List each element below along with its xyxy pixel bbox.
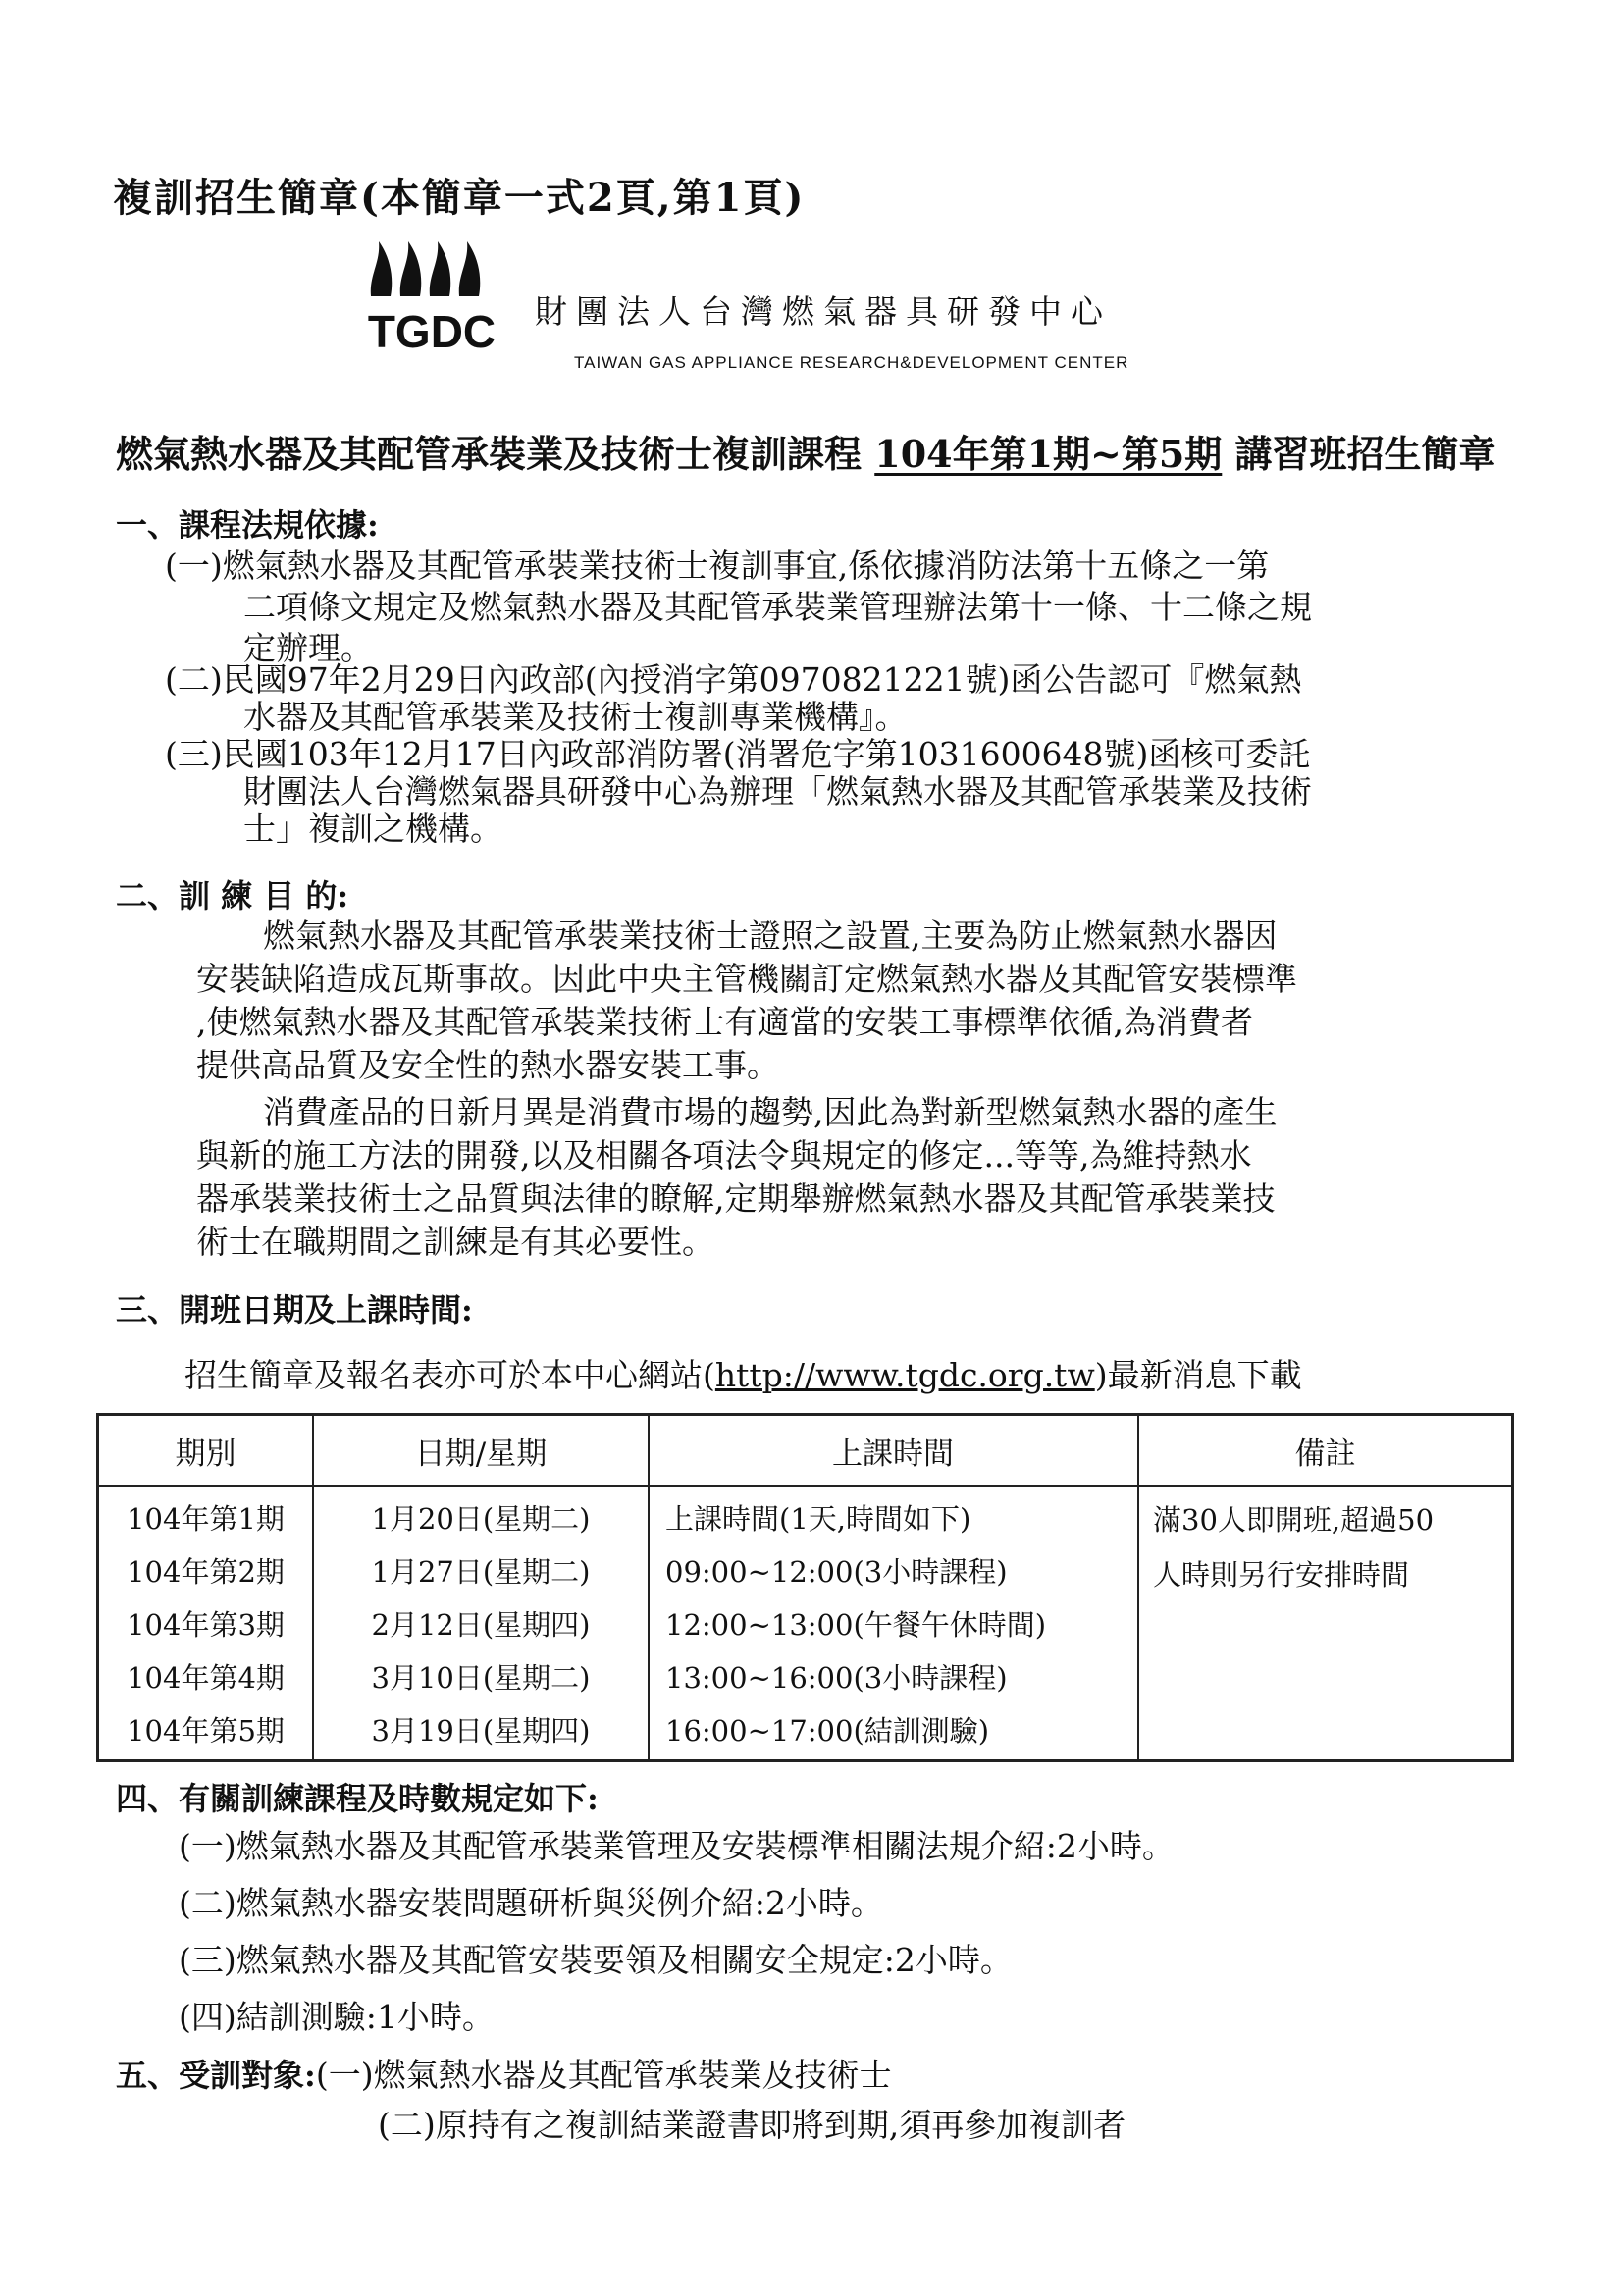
section1-line: 定辦理。 bbox=[243, 629, 373, 667]
logo-text: TGDC bbox=[367, 306, 497, 353]
section1-line: (一)燃氣熱水器及其配管承裝業技術士複訓事宜,係依據消防法第十五條之一第 bbox=[165, 547, 1270, 585]
section3-heading: 三、開班日期及上課時間: bbox=[116, 1291, 473, 1329]
main-title-suffix: 講習班招生簡章 bbox=[1234, 432, 1496, 476]
flame-logo-icon bbox=[365, 235, 498, 353]
org-name-en: TAIWAN GAS APPLIANCE RESEARCH&DEVELOPMENT CENTER bbox=[574, 353, 1129, 372]
section2-line: 燃氣熱水器及其配管承裝業技術士證照之設置,主要為防止燃氣熱水器因 bbox=[263, 916, 1278, 955]
main-title-period: 104年第1期~第5期 bbox=[874, 432, 1223, 476]
period-item: 104年第3期 bbox=[127, 1608, 285, 1642]
section2-line: ,使燃氣熱水器及其配管承裝業技術士有適當的安裝工事標準依循,為消費者 bbox=[196, 1003, 1253, 1041]
date-item: 3月10日(星期二) bbox=[371, 1661, 591, 1695]
times-cell bbox=[649, 1486, 1138, 1761]
section2-line: 安裝缺陷造成瓦斯事故。因此中央主管機關訂定燃氣熱水器及其配管安裝標準 bbox=[196, 960, 1297, 998]
org-name-zh: 財團法人台灣燃氣器具研發中心 bbox=[535, 292, 1112, 331]
tgdc-logo bbox=[365, 235, 498, 353]
section2-line: 消費產品的日新月異是消費市場的趨勢,因此為對新型燃氣熱水器的產生 bbox=[263, 1093, 1278, 1131]
table-header: 期別 bbox=[98, 1415, 314, 1487]
website-note bbox=[184, 1352, 1302, 1399]
table-header: 備註 bbox=[1138, 1415, 1513, 1487]
dates-cell bbox=[313, 1486, 649, 1761]
period-item: 104年第4期 bbox=[127, 1661, 285, 1695]
time-item: 09:00~12:00(3小時課程) bbox=[665, 1555, 1008, 1589]
table-header-row bbox=[98, 1415, 1513, 1487]
section2-line: 器承裝業技術士之品質與法律的瞭解,定期舉辦燃氣熱水器及其配管承裝業技 bbox=[196, 1179, 1276, 1218]
section1-line: 二項條文規定及燃氣熱水器及其配管承裝業管理辦法第十一條、十二條之規 bbox=[243, 588, 1312, 626]
section1-line: 士」複訓之機構。 bbox=[243, 809, 502, 848]
section2-line: 提供高品質及安全性的熱水器安裝工事。 bbox=[196, 1046, 779, 1084]
remark-item: 人時則另行安排時間 bbox=[1153, 1558, 1410, 1592]
section1-heading: 一、課程法規依據: bbox=[116, 506, 379, 544]
schedule-table bbox=[96, 1413, 1514, 1762]
section4-item: (一)燃氣熱水器及其配管承裝業管理及安裝標準相關法規介紹:2小時。 bbox=[179, 1827, 1175, 1865]
date-item: 2月12日(星期四) bbox=[371, 1608, 591, 1642]
section5 bbox=[116, 2051, 892, 2099]
period-item: 104年第2期 bbox=[127, 1555, 285, 1589]
time-item: 12:00~13:00(午餐午休時間) bbox=[665, 1608, 1047, 1642]
time-item: 16:00~17:00(結訓測驗) bbox=[665, 1714, 990, 1748]
table-header: 上課時間 bbox=[649, 1415, 1138, 1487]
table-header: 日期/星期 bbox=[313, 1415, 649, 1487]
section4-item: (四)結訓測驗:1小時。 bbox=[179, 1998, 495, 2036]
main-title-prefix: 燃氣熱水器及其配管承裝業及技術士複訓課程 bbox=[116, 432, 863, 476]
document-title: 複訓招生簡章(本簡章一式2頁,第1頁) bbox=[113, 175, 806, 221]
date-item: 3月19日(星期四) bbox=[371, 1714, 591, 1748]
time-item: 13:00~16:00(3小時課程) bbox=[665, 1661, 1008, 1695]
remarks-cell bbox=[1138, 1486, 1513, 1761]
table-row bbox=[98, 1486, 1513, 1761]
section4-heading: 四、有關訓練課程及時數規定如下: bbox=[116, 1780, 599, 1817]
section2-line: 術士在職期間之訓練是有其必要性。 bbox=[196, 1223, 714, 1261]
section4-item: (二)燃氣熱水器安裝問題研析與災例介紹:2小時。 bbox=[179, 1884, 883, 1922]
period-item: 104年第1期 bbox=[127, 1502, 285, 1536]
section1-line: 財團法人台灣燃氣器具研發中心為辦理「燃氣熱水器及其配管承裝業及技術 bbox=[243, 772, 1312, 810]
section1-line: (三)民國103年12月17日內政部消防署(消署危字第1031600648號)函核可委託 bbox=[165, 735, 1311, 773]
website-note-suffix: )最新消息下載 bbox=[1094, 1356, 1302, 1394]
main-title bbox=[116, 424, 1496, 478]
section5-item: (二)原持有之複訓結業證書即將到期,須再參加複訓者 bbox=[378, 2106, 1126, 2144]
website-note-prefix: 招生簡章及報名表亦可於本中心網站( bbox=[184, 1356, 715, 1394]
section5-item: (一)燃氣熱水器及其配管承裝業及技術士 bbox=[315, 2056, 892, 2094]
period-item: 104年第5期 bbox=[127, 1714, 285, 1748]
periods-cell bbox=[98, 1486, 314, 1761]
website-link[interactable]: http://www.tgdc.org.tw bbox=[714, 1356, 1095, 1394]
date-item: 1月27日(星期二) bbox=[371, 1555, 591, 1589]
section2-heading: 二、訓 練 目 的: bbox=[116, 877, 349, 914]
time-item: 上課時間(1天,時間如下) bbox=[665, 1502, 971, 1536]
remark-item: 滿30人即開班,超過50 bbox=[1153, 1503, 1435, 1537]
section5-heading: 五、受訓對象: bbox=[116, 2057, 316, 2094]
section1-line: (二)民國97年2月29日內政部(內授消字第0970821221號)函公告認可『燃氣熱 bbox=[165, 660, 1302, 699]
section2-line: 與新的施工方法的開發,以及相關各項法令與規定的修定...等等,為維持熱水 bbox=[196, 1136, 1252, 1174]
section4-item: (三)燃氣熱水器及其配管安裝要領及相關安全規定:2小時。 bbox=[179, 1941, 1013, 1979]
date-item: 1月20日(星期二) bbox=[371, 1502, 591, 1536]
section1-line: 水器及其配管承裝業及技術士複訓專業機構』。 bbox=[243, 698, 908, 736]
